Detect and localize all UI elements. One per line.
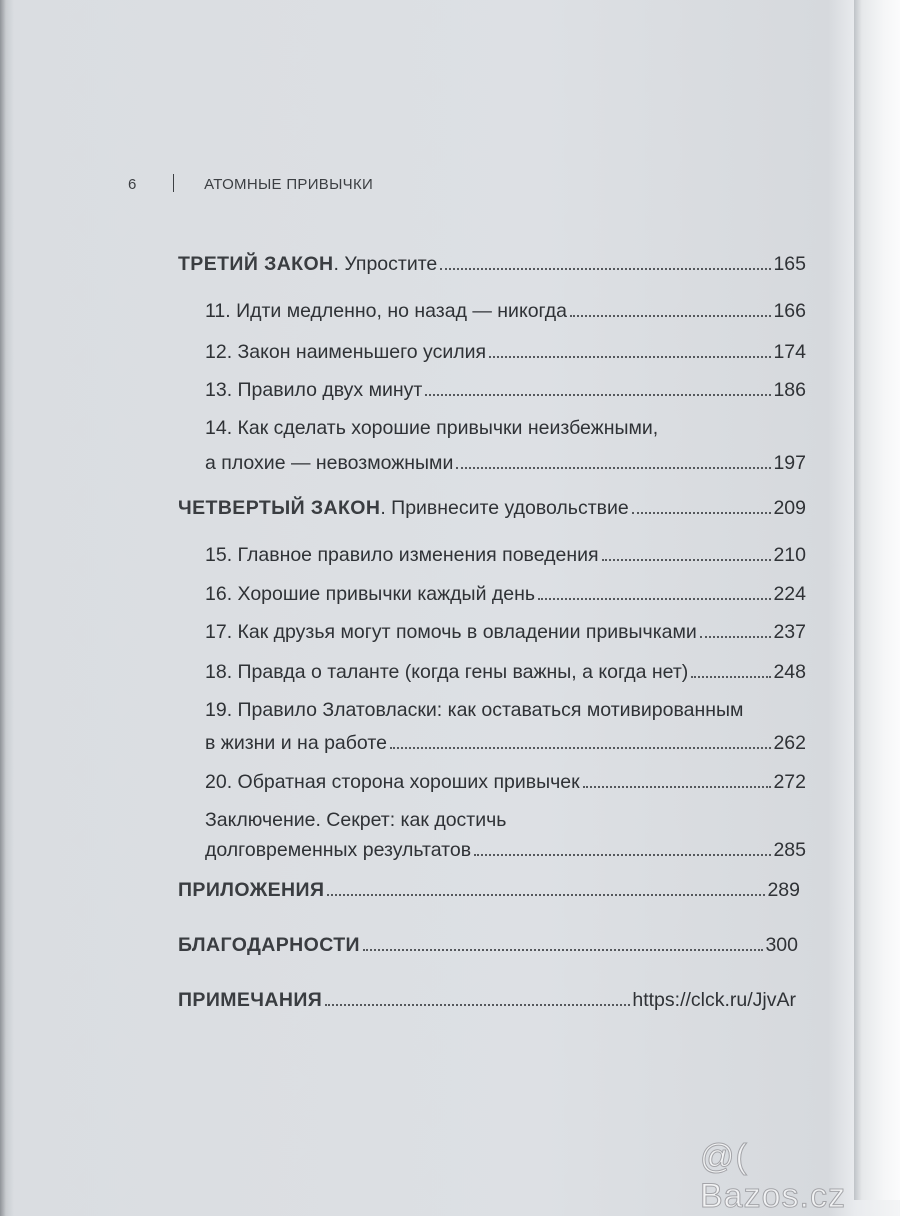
- toc-entry-ch16: [205, 582, 806, 606]
- chapter-title: 18. Правда о таланте (когда гены важны, а когда нет): [205, 661, 689, 683]
- toc-entry-thanks: [178, 933, 798, 957]
- page-ref: 237: [773, 621, 806, 643]
- page-ref: 289: [767, 879, 800, 901]
- toc-entry-ch15: [205, 543, 806, 567]
- toc-entry-notes: [178, 988, 796, 1012]
- toc-entry-ch17: [205, 620, 806, 644]
- dot-leader: [363, 949, 763, 951]
- dot-leader: [474, 854, 771, 856]
- toc-entry-ch14: [205, 451, 806, 475]
- toc-entry-ch19: [205, 731, 806, 755]
- bazos-watermark: @( Bazos.cz: [700, 1138, 846, 1215]
- toc-entry-conclusion: [205, 838, 806, 862]
- chapter-title: 15. Главное правило изменения поведения: [205, 544, 599, 566]
- chapter-title: 17. Как друзья могут помочь в овладении привычками: [205, 621, 697, 643]
- toc-entry-law3: [178, 252, 806, 276]
- chapter-title-line1: 14. Как сделать хорошие привычки неизбежными,: [205, 417, 659, 439]
- dot-leader: [390, 747, 772, 749]
- chapter-title: 16. Хорошие привычки каждый день: [205, 583, 536, 605]
- dot-leader: [691, 676, 771, 678]
- dot-leader: [440, 268, 771, 270]
- dot-leader: [327, 894, 765, 896]
- toc-entry-ch11: [205, 299, 806, 323]
- toc-entry-ch20: [205, 770, 806, 794]
- dot-leader: [489, 356, 771, 358]
- toc-entry-ch18: [205, 660, 806, 684]
- chapter-title: 20. Обратная сторона хороших привычек: [205, 771, 580, 793]
- section-title: . Упростите: [333, 253, 438, 275]
- page-ref: 272: [773, 771, 806, 793]
- page-ref: 300: [765, 934, 798, 956]
- dot-leader: [425, 394, 771, 396]
- section-title: ПРИЛОЖЕНИЯ: [178, 879, 325, 901]
- book-title: АТОМНЫЕ ПРИВЫЧКИ: [204, 176, 374, 193]
- section-title: БЛАГОДАРНОСТИ: [178, 934, 360, 956]
- dot-leader: [583, 786, 772, 788]
- dot-leader: [456, 467, 771, 469]
- page-ref: 166: [773, 300, 806, 322]
- page-ref: 248: [773, 661, 806, 683]
- toc-entry-ch13: [205, 378, 806, 402]
- page-ref: 186: [773, 379, 806, 401]
- header-divider: [173, 174, 175, 192]
- page-ref: 209: [773, 497, 806, 519]
- dot-leader: [602, 559, 772, 561]
- page-ref: 197: [773, 452, 806, 474]
- section-label: ТРЕТИЙ ЗАКОН: [178, 253, 334, 275]
- page-ref: 165: [773, 253, 806, 275]
- page-ref: 224: [773, 583, 806, 605]
- chapter-title-line2: а плохие — невозможными: [205, 452, 454, 474]
- chapter-title-line2: в жизни и на работе: [205, 732, 387, 754]
- section-label: ЧЕТВЕРТЫЙ ЗАКОН: [178, 497, 381, 519]
- toc-entry-law4: [178, 496, 806, 520]
- conclusion-title-line2: долговременных результатов: [205, 839, 472, 861]
- next-page-edge: [854, 0, 900, 1200]
- running-header: [128, 174, 373, 193]
- page-ref: 210: [773, 544, 806, 566]
- chapter-title: 11. Идти медленно, но назад — никогда: [205, 300, 567, 322]
- chapter-title-line1: 19. Правило Златовласки: как оставаться мотивированным: [205, 699, 744, 721]
- notes-link: https://clck.ru/JjvAr: [632, 989, 796, 1011]
- dot-leader: [632, 512, 772, 514]
- page-ref: 285: [773, 839, 806, 861]
- dot-leader: [570, 315, 771, 317]
- toc-entry-appendix: [178, 878, 800, 902]
- section-title: ПРИМЕЧАНИЯ: [178, 989, 323, 1011]
- page-number: 6: [128, 176, 137, 193]
- dot-leader: [325, 1004, 630, 1006]
- chapter-title: 12. Закон наименьшего усилия: [205, 341, 487, 363]
- conclusion-title-line1: Заключение. Секрет: как достичь: [205, 809, 507, 831]
- chapter-title: 13. Правило двух минут: [205, 379, 423, 401]
- section-title: . Привнесите удовольствие: [380, 497, 629, 519]
- page-ref: 174: [773, 341, 806, 363]
- page-ref: 262: [773, 732, 806, 754]
- toc-entry-ch12: [205, 340, 806, 364]
- dot-leader: [700, 636, 772, 638]
- dot-leader: [538, 598, 771, 600]
